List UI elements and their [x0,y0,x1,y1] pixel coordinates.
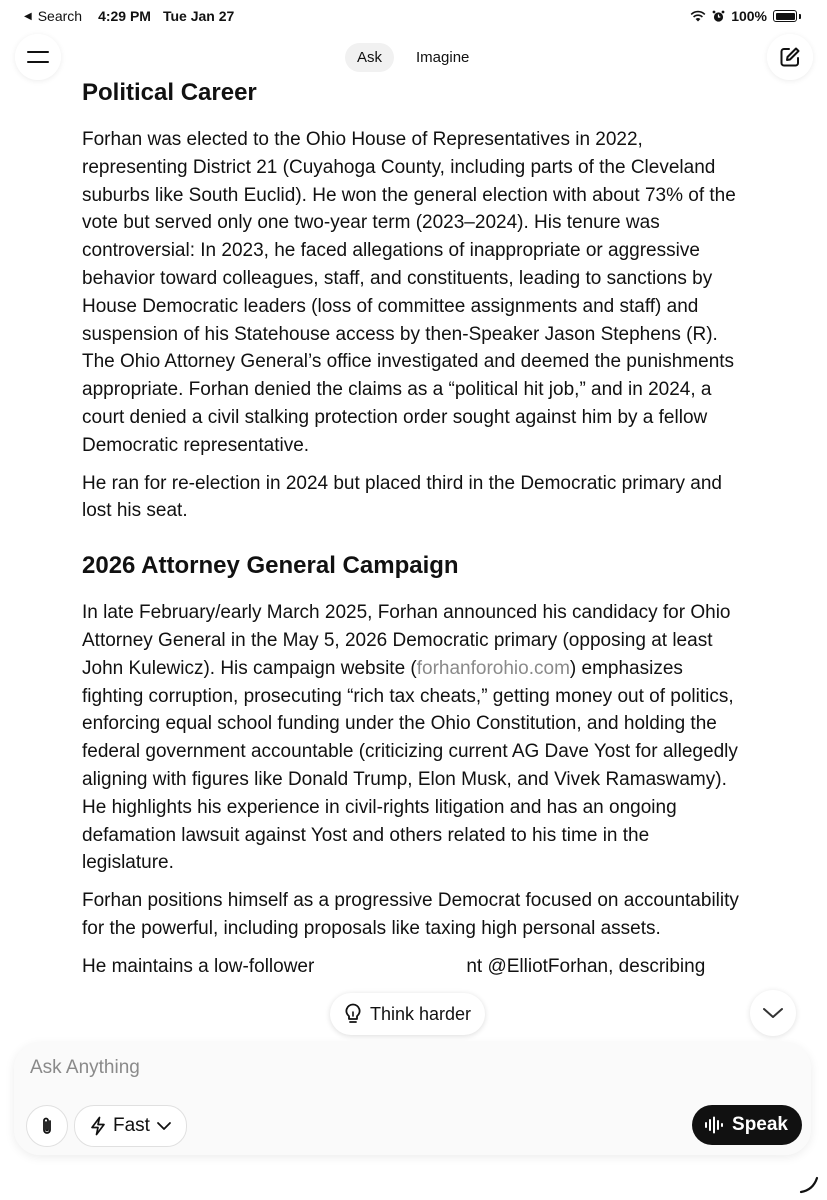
bolt-icon [89,1116,107,1136]
waveform-icon [704,1116,724,1134]
paperclip-icon [40,1116,54,1136]
heading-political-career: Political Career [82,79,257,106]
paragraph-campaign [82,599,742,877]
battery-percent: 100% [731,8,767,24]
paragraph-reelection: He ran for re-election in 2024 but placed third in the Democratic primary and lost his seat. [82,472,722,522]
paragraph-positioning: Forhan positions himself as a progressive Democrat focused on accountability for the powerful, including proposals like taxing high personal assets. [82,890,739,939]
paragraph-social-part-a: He maintains a low-follower [82,955,315,977]
campaign-website-link[interactable]: forhanforohio.com [416,657,570,679]
battery-icon [773,10,797,22]
top-nav [0,34,827,80]
menu-icon [27,49,49,65]
attach-button[interactable] [26,1105,68,1147]
paragraph-political-career: Forhan was elected to the Ohio House of Representatives in 2022, representing District 21 (Cuyahoga County, including parts of the Cleveland suburbs like South Euclid). He won the general election with about 73% of the vote but served only one two-year term (2023–2024). His tenure was controversial: In 2023, he faced allegations of inappropriate or aggressive behavior toward colleagues, staff, and constituents, leading to sanctions by House Democratic leaders (loss of committee assignments and staff) and suspension of his Statehouse access by then-Speaker Jason Stephens (R). The Ohio Attorney General’s office investigated and deemed the punishments appropriate. Forhan denied the claims as a “political hit job,” and in 2024, a court denied a civil stalking protection order sought against him by a fellow Democratic representative. [82,129,736,456]
model-mode-dropdown[interactable] [74,1105,187,1147]
lightbulb-icon [344,1003,362,1025]
speak-label: Speak [732,1114,788,1135]
model-mode-label: Fast [113,1115,150,1136]
think-harder-label: Think harder [370,1003,472,1024]
tab-ask[interactable]: Ask [345,43,394,72]
status-bar [0,0,827,32]
paragraph-social [82,953,742,981]
battery-nub [799,14,801,19]
mode-switch [345,42,481,72]
paragraph-social-part-b: nt @ElliotForhan, describing [466,955,706,977]
resize-corner-icon [797,1172,821,1196]
status-left [24,8,234,24]
tab-imagine[interactable]: Imagine [416,48,470,66]
menu-button[interactable] [15,34,61,80]
scroll-to-bottom-button[interactable] [750,990,796,1036]
back-to-search-link[interactable]: Search [37,8,83,24]
wifi-icon [690,10,706,22]
alarm-icon [712,10,725,23]
chevron-down-icon [156,1121,172,1131]
speak-button[interactable] [692,1105,802,1145]
paragraph-campaign-part-b: ) emphasizes fighting corruption, prosecuting “rich tax cheats,” getting money out of politics, enforcing equal school funding under the Ohio Constitution, and holding the federal government accountable (criticizing current AG Dave Yost for allegedly aligning with figures like Donald Trump, Elon Musk, and Vivek Ramaswamy). He highlights his experience in civil-rights litigation and has an ongoing defamation lawsuit against Yost and others related to his time in the legislature. [82,657,738,874]
composer [14,1043,811,1155]
status-time: 4:29 PM [98,8,151,24]
back-arrow-icon[interactable]: ◀ [24,10,32,22]
compose-icon [778,45,802,69]
paragraph-campaign-part-a: In late February/early March 2025, Forhan announced his candidacy for Ohio Attorney General in the May 5, 2026 Democratic primary (opposing at least John Kulewicz). His campaign website ( [82,602,731,679]
think-harder-button[interactable] [330,993,485,1035]
response-article [82,76,742,991]
ask-input[interactable]: Ask Anything [30,1057,140,1078]
new-chat-button[interactable] [767,34,813,80]
status-date: Tue Jan 27 [162,8,235,24]
heading-ag-campaign: 2026 Attorney General Campaign [82,552,459,580]
chevron-down-icon [762,1007,784,1019]
status-right [690,8,801,24]
